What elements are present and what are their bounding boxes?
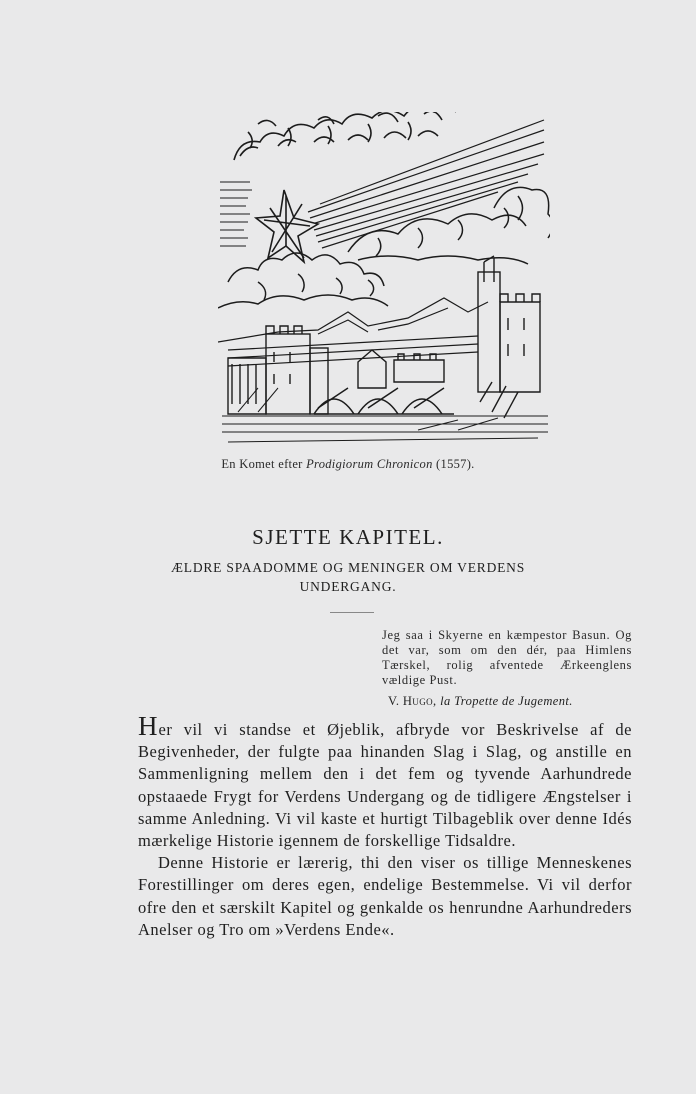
chapter-subtitle: ÆLDRE SPAADOMME OG MENINGER OM VERDENS UNDERGANG.: [170, 560, 526, 594]
epigraph-text: Jeg saa i Skyerne en kæmpestor Basun. Og det var, som om den dér, paa Himlens Tærskel, rolig afventede Ærkeenglens vældige Pust.: [382, 628, 632, 687]
caption-work: Prodigiorum Chronicon: [306, 457, 433, 471]
caption-suffix: (1557).: [432, 457, 475, 471]
mountains: [218, 298, 488, 366]
comet-tail: [308, 120, 544, 248]
paragraph-1: [138, 711, 632, 852]
bridge: [314, 388, 454, 414]
epigraph-separator: ,: [433, 694, 441, 708]
comet-woodcut-illustration: [218, 112, 550, 448]
caption-prefix: En Komet efter: [221, 457, 307, 471]
castle-town: [228, 256, 540, 418]
illustration-caption: [0, 457, 696, 472]
paragraph-2: Denne Historie er lærerig, thi den viser os tillige Menneskenes Forestillinger om deres egen, endelige Bestemmelse. Vi vil derfor ofre den et særskilt Kapitel og genkalde os henrundne Aarhundreders Anelser og Tro om »Verdens Ende«.: [138, 853, 632, 939]
divider-rule: [330, 612, 374, 613]
top-clouds: [234, 112, 456, 160]
body-text: [138, 711, 632, 941]
epigraph-work: la Tropette de Jugement.: [440, 694, 573, 708]
epigraph-author: Hugo: [402, 694, 434, 708]
epigraph-attribution: [388, 694, 628, 709]
paragraph-1-text: er vil vi standse et Øjeblik, afbryde vor Beskrivelse af de Begivenheder, der fulgte paa hinanden Slag i Slag, og anstille en Sammenligning mellem den i det fem og tyvende Aarhundrede opstaaede Frygt for Verdens Undergang og de tidligere Ængstelser i samme Anledning. Vi vil kaste et hurtigt Tilbageblik over denne Idés mærkelige Historie igennem de forskellige Tidsaldre.: [138, 720, 632, 851]
chapter-title: SJETTE KAPITEL.: [252, 525, 444, 549]
comet-star: [256, 190, 318, 262]
drop-cap: H: [138, 711, 159, 741]
epigraph-author-initial: V.: [388, 694, 403, 708]
